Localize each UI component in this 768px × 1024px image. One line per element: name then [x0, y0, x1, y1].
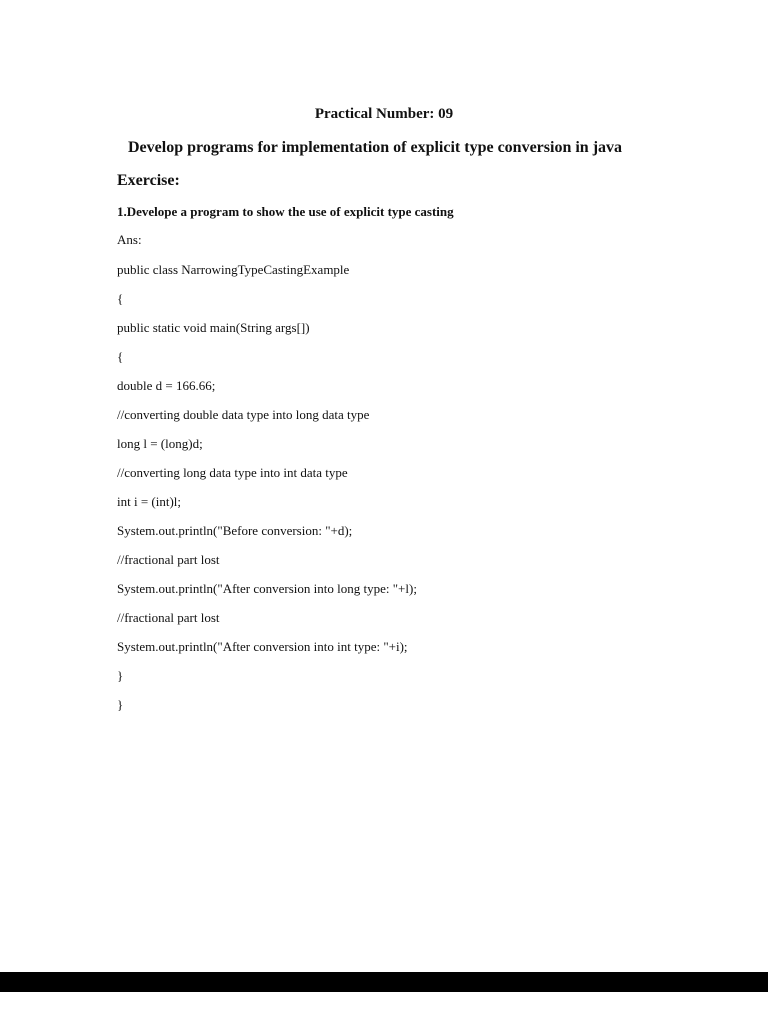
aim-heading: Develop programs for implementation of explicit type conversion in java: [128, 139, 623, 156]
exercise-heading: Exercise:: [117, 172, 180, 189]
code-line: }: [117, 697, 124, 712]
code-comment: //converting double data type into long data type: [117, 407, 370, 422]
code-comment: //converting long data type into int data type: [117, 465, 348, 480]
code-line: System.out.println("Before conversion: "+d);: [117, 523, 353, 538]
code-line: int i = (int)l;: [117, 494, 182, 509]
page-bottom-margin: [0, 992, 768, 1024]
code-line: System.out.println("After conversion into long type: "+l);: [117, 581, 417, 596]
code-line: public class NarrowingTypeCastingExample: [117, 262, 350, 277]
code-line: }: [117, 668, 124, 683]
code-line: long l = (long)d;: [117, 436, 203, 451]
code-line: {: [117, 291, 124, 306]
code-comment: //fractional part lost: [117, 610, 220, 625]
code-line: System.out.println("After conversion into int type: "+i);: [117, 639, 408, 654]
code-line: double d = 166.66;: [117, 378, 216, 393]
code-comment: //fractional part lost: [117, 552, 220, 567]
code-line: public static void main(String args[]): [117, 320, 310, 335]
question-text: 1.Develope a program to show the use of explicit type casting: [117, 204, 454, 219]
answer-label: Ans:: [117, 232, 142, 247]
code-line: {: [117, 349, 124, 364]
page-bottom-bar: [0, 972, 768, 992]
code-listing: [117, 261, 417, 725]
practical-number-title: Practical Number: 09: [314, 106, 454, 122]
